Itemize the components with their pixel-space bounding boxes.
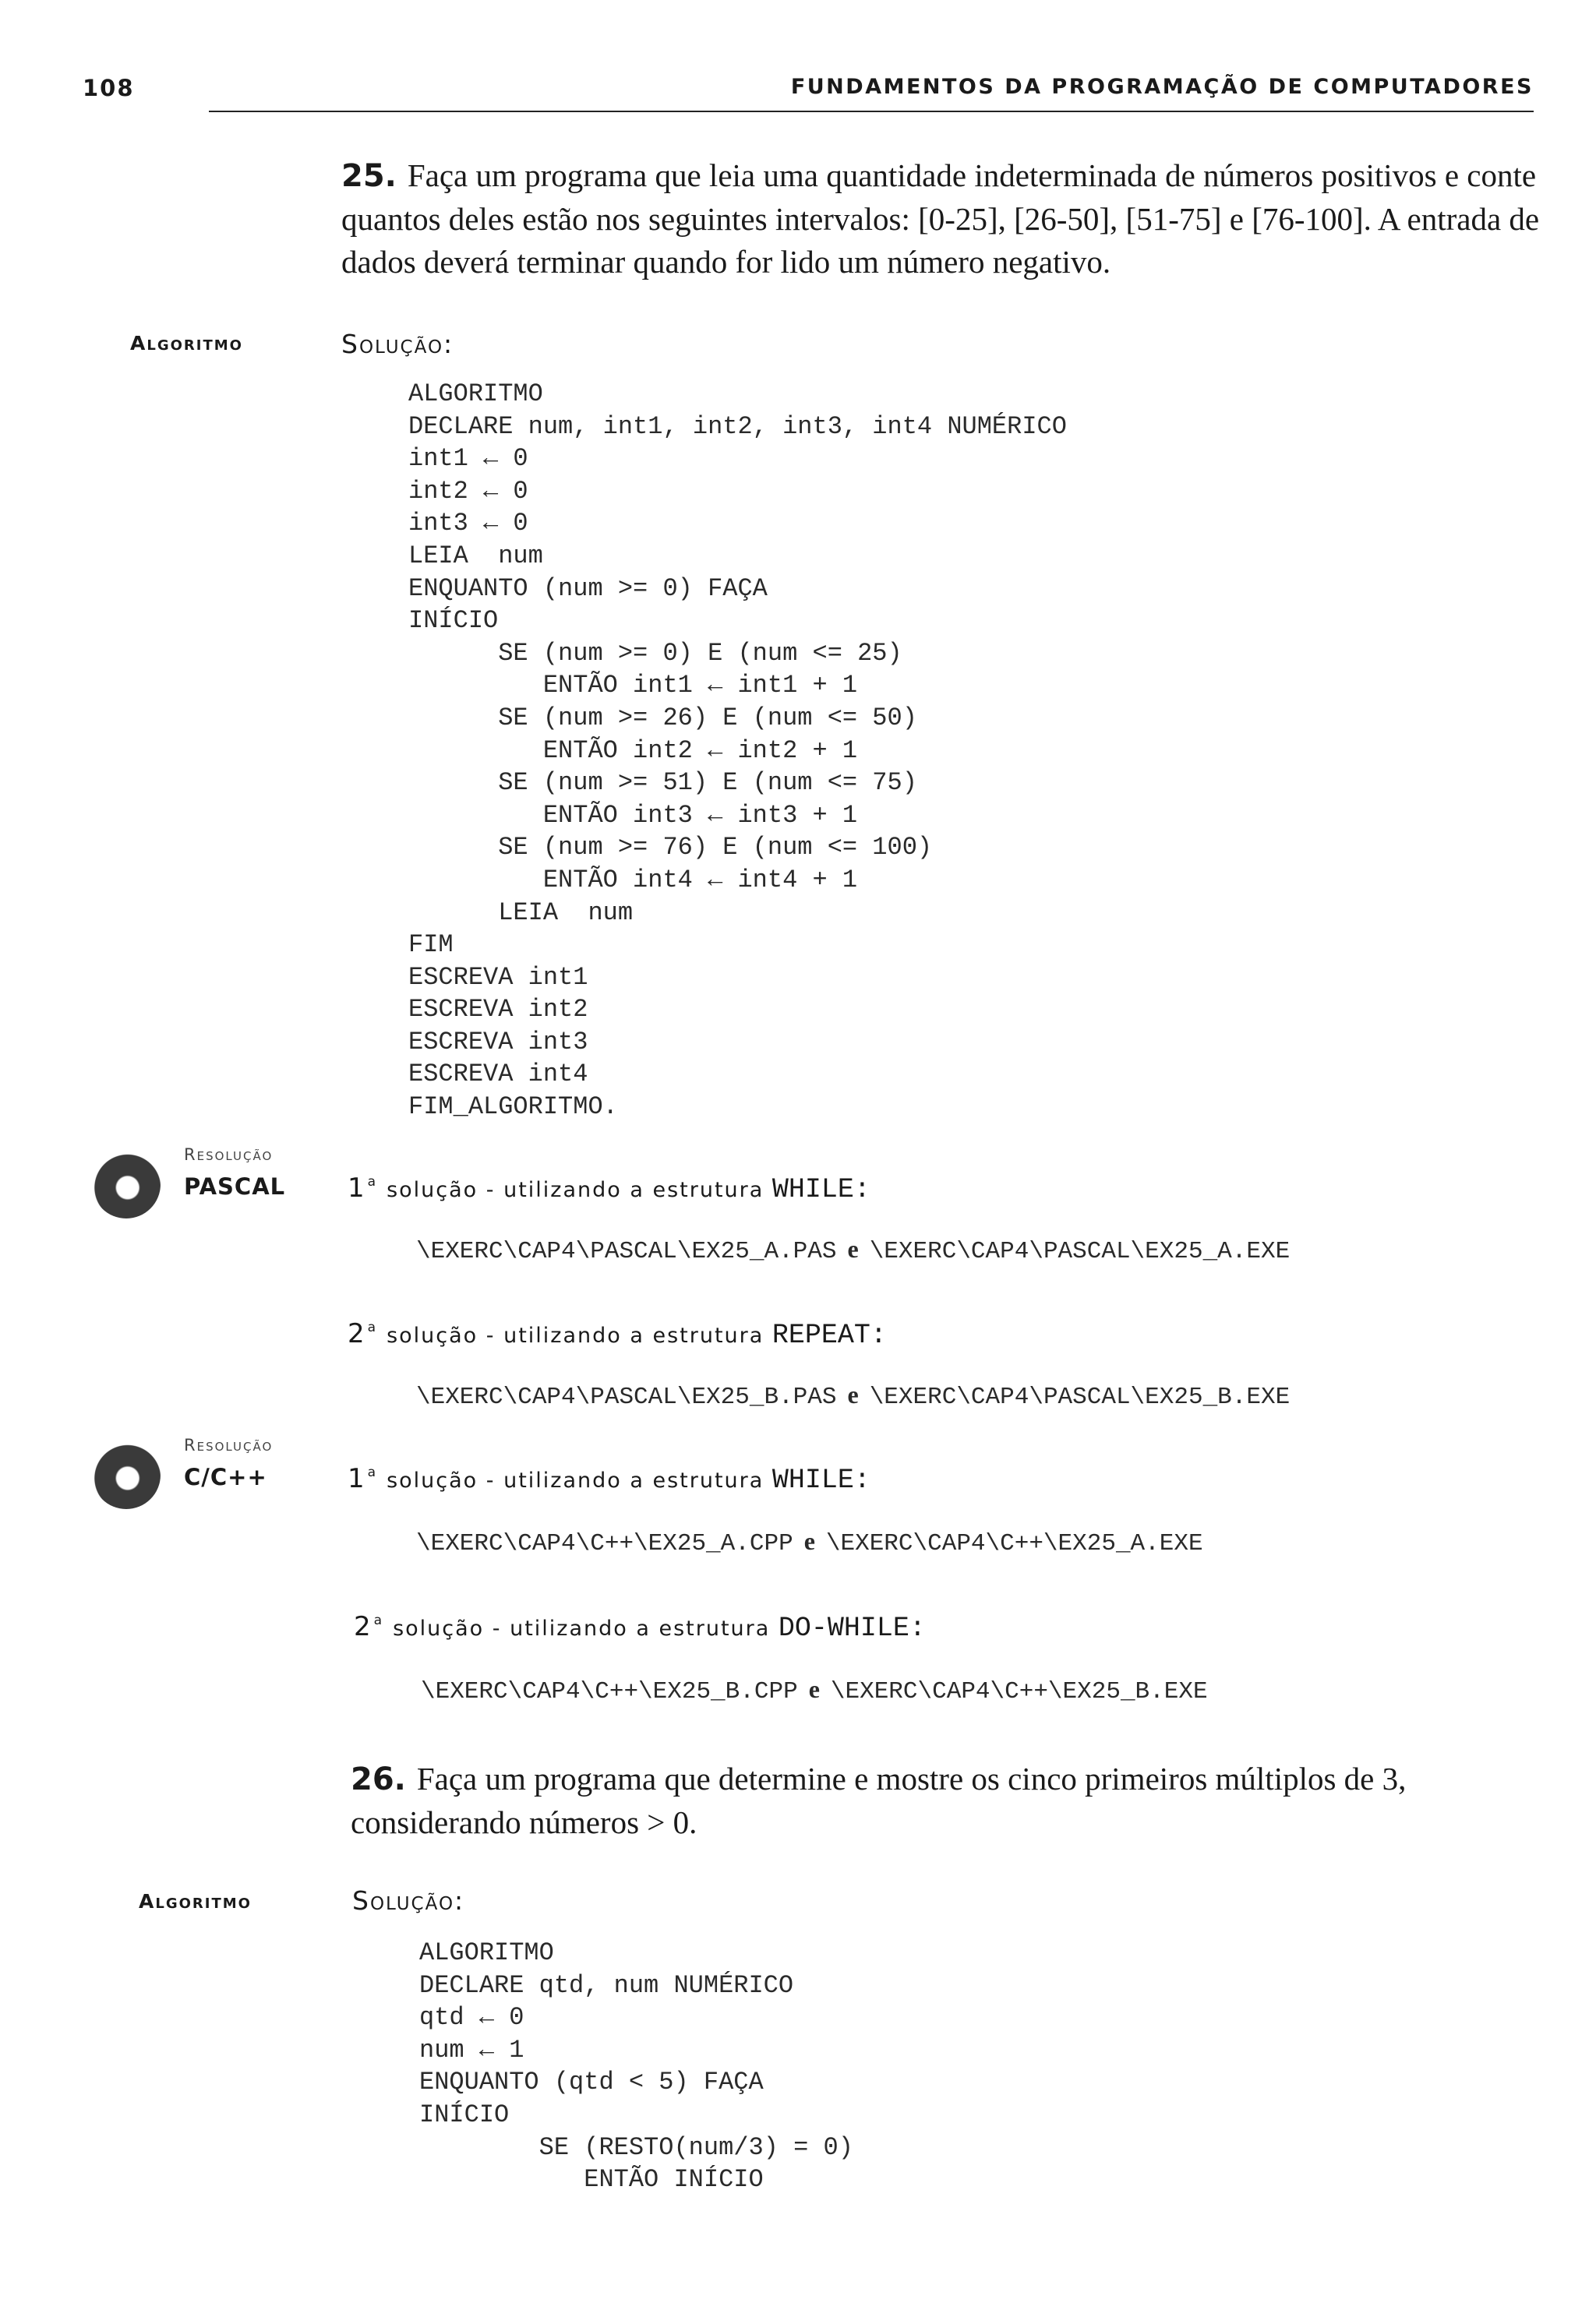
exercise-26-statement [351,1758,1543,1844]
code-line: ENTÃO int3 ← int3 + 1 [408,800,858,830]
ordinal-superscript: a [367,1465,378,1480]
source-file-path: \EXERC\CAP4\C++\EX25_B.CPP [421,1678,798,1705]
path-connector: e [803,1527,815,1555]
path-connector: e [847,1381,859,1409]
code-line: ENQUANTO (num >= 0) FAÇA [408,573,768,603]
structure-keyword: WHILE: [772,1465,870,1496]
code-line: ESCREVA int2 [408,995,588,1024]
badge-language: PASCAL [184,1173,286,1200]
code-line: ENTÃO INÍCIO [419,2165,764,2195]
solution-ordinal: 2 [348,1318,366,1349]
running-head: FUNDAMENTOS DA PROGRAMAÇÃO DE COMPUTADORES [790,75,1534,99]
exercise-number: 25. [341,158,397,194]
code-line: FIM [408,930,454,960]
source-file-path: \EXERC\CAP4\PASCAL\EX25_B.PAS [416,1384,837,1411]
side-label-algoritmo: Algoritmo [130,332,243,354]
solution-ordinal: 1 [348,1173,366,1204]
resolution-pascal-badge [92,1145,295,1215]
exercise-25-statement [341,154,1541,284]
resolution-cpp-badge [92,1436,295,1506]
algorithm-code-block [408,378,1067,1123]
code-line: int2 ← 0 [408,476,528,506]
exercise-text: Faça um programa que determine e mostre os cinco primeiros múltiplos de 3, considerando números > 0. [351,1761,1407,1840]
solution-title: Solução: [341,329,454,359]
exe-file-path: \EXERC\CAP4\C++\EX25_A.EXE [825,1530,1203,1557]
solution-title: Solução: [352,1885,465,1916]
code-line: DECLARE qtd, num NUMÉRICO [419,1970,794,2000]
code-line: SE (num >= 26) E (num <= 50) [408,703,917,732]
structure-keyword: WHILE: [772,1174,870,1205]
ordinal-superscript: a [367,1320,378,1335]
path-connector: e [808,1675,820,1703]
path-connector: e [847,1235,859,1263]
code-line: DECLARE num, int1, int2, int3, int4 NUMÉRICO [408,411,1067,441]
cpp-solution-2-files [421,1675,1208,1705]
code-line: SE (num >= 76) E (num <= 100) [408,833,933,862]
pascal-solution-1-heading [348,1173,870,1205]
exercise-number: 26. [351,1762,406,1797]
badge-subtitle: Resolução [184,1436,274,1455]
exe-file-path: \EXERC\CAP4\PASCAL\EX25_B.EXE [869,1384,1291,1411]
structure-keyword: REPEAT: [772,1320,887,1351]
source-file-path: \EXERC\CAP4\PASCAL\EX25_A.PAS [416,1238,837,1265]
code-line: INÍCIO [419,2100,510,2129]
solution-ordinal: 2 [354,1611,373,1642]
solution-description: solução - utilizando a estrutura [387,1324,764,1348]
pascal-solution-2-files [416,1381,1290,1411]
code-line: SE (num >= 51) E (num <= 75) [408,768,917,798]
exercise-text: Faça um programa que leia uma quantidade indeterminada de números positivos e conte quantos deles estão nos seguintes intervalos: [0-25], [26-50], [51-75] e [76-100]. A entrada de dados deverá terminar quando for lido um número negativo. [341,157,1540,280]
structure-keyword: DO-WHILE: [778,1613,926,1644]
side-label-algoritmo: Algoritmo [139,1890,252,1913]
exe-file-path: \EXERC\CAP4\PASCAL\EX25_A.EXE [869,1238,1291,1265]
code-line: LEIA num [408,898,634,927]
code-line: INÍCIO [408,606,499,636]
cpp-solution-1-files [416,1527,1203,1557]
code-line: int3 ← 0 [408,509,528,538]
page-number: 108 [83,75,135,101]
badge-subtitle: Resolução [184,1145,274,1164]
code-line: ENQUANTO (qtd < 5) FAÇA [419,2068,764,2097]
code-line: qtd ← 0 [419,2003,524,2033]
pascal-solution-1-files [416,1235,1290,1265]
cpp-solution-2-heading [354,1611,926,1644]
code-line: ALGORITMO [408,379,543,408]
cpp-solution-1-heading [348,1463,870,1496]
code-line: int1 ← 0 [408,444,528,474]
code-line: ENTÃO int2 ← int2 + 1 [408,735,858,765]
algorithm-code-block [419,1937,853,2196]
code-line: ENTÃO int4 ← int4 + 1 [408,865,858,894]
pascal-solution-2-heading [348,1318,887,1351]
ordinal-superscript: a [367,1174,378,1190]
code-line: ENTÃO int1 ← int1 + 1 [408,671,858,700]
code-line: SE (RESTO(num/3) = 0) [419,2132,853,2162]
code-line: ESCREVA int3 [408,1027,588,1056]
code-line: num ← 1 [419,2035,524,2065]
source-file-path: \EXERC\CAP4\C++\EX25_A.CPP [416,1530,793,1557]
solution-ordinal: 1 [348,1463,366,1494]
solution-description: solução - utilizando a estrutura [387,1469,764,1493]
badge-language: C/C++ [184,1464,267,1490]
exe-file-path: \EXERC\CAP4\C++\EX25_B.EXE [830,1678,1208,1705]
solution-description: solução - utilizando a estrutura [387,1178,764,1202]
code-line: SE (num >= 0) E (num <= 25) [408,638,902,668]
header-rule [209,111,1534,112]
ordinal-superscript: a [373,1613,384,1628]
code-line: LEIA num [408,541,543,570]
cd-disc-icon [92,1441,161,1509]
solution-description: solução - utilizando a estrutura [393,1617,771,1641]
code-line: FIM_ALGORITMO. [408,1092,618,1122]
cd-disc-icon [92,1150,161,1218]
code-line: ALGORITMO [419,1938,554,1967]
code-line: ESCREVA int1 [408,962,588,992]
code-line: ESCREVA int4 [408,1060,588,1089]
